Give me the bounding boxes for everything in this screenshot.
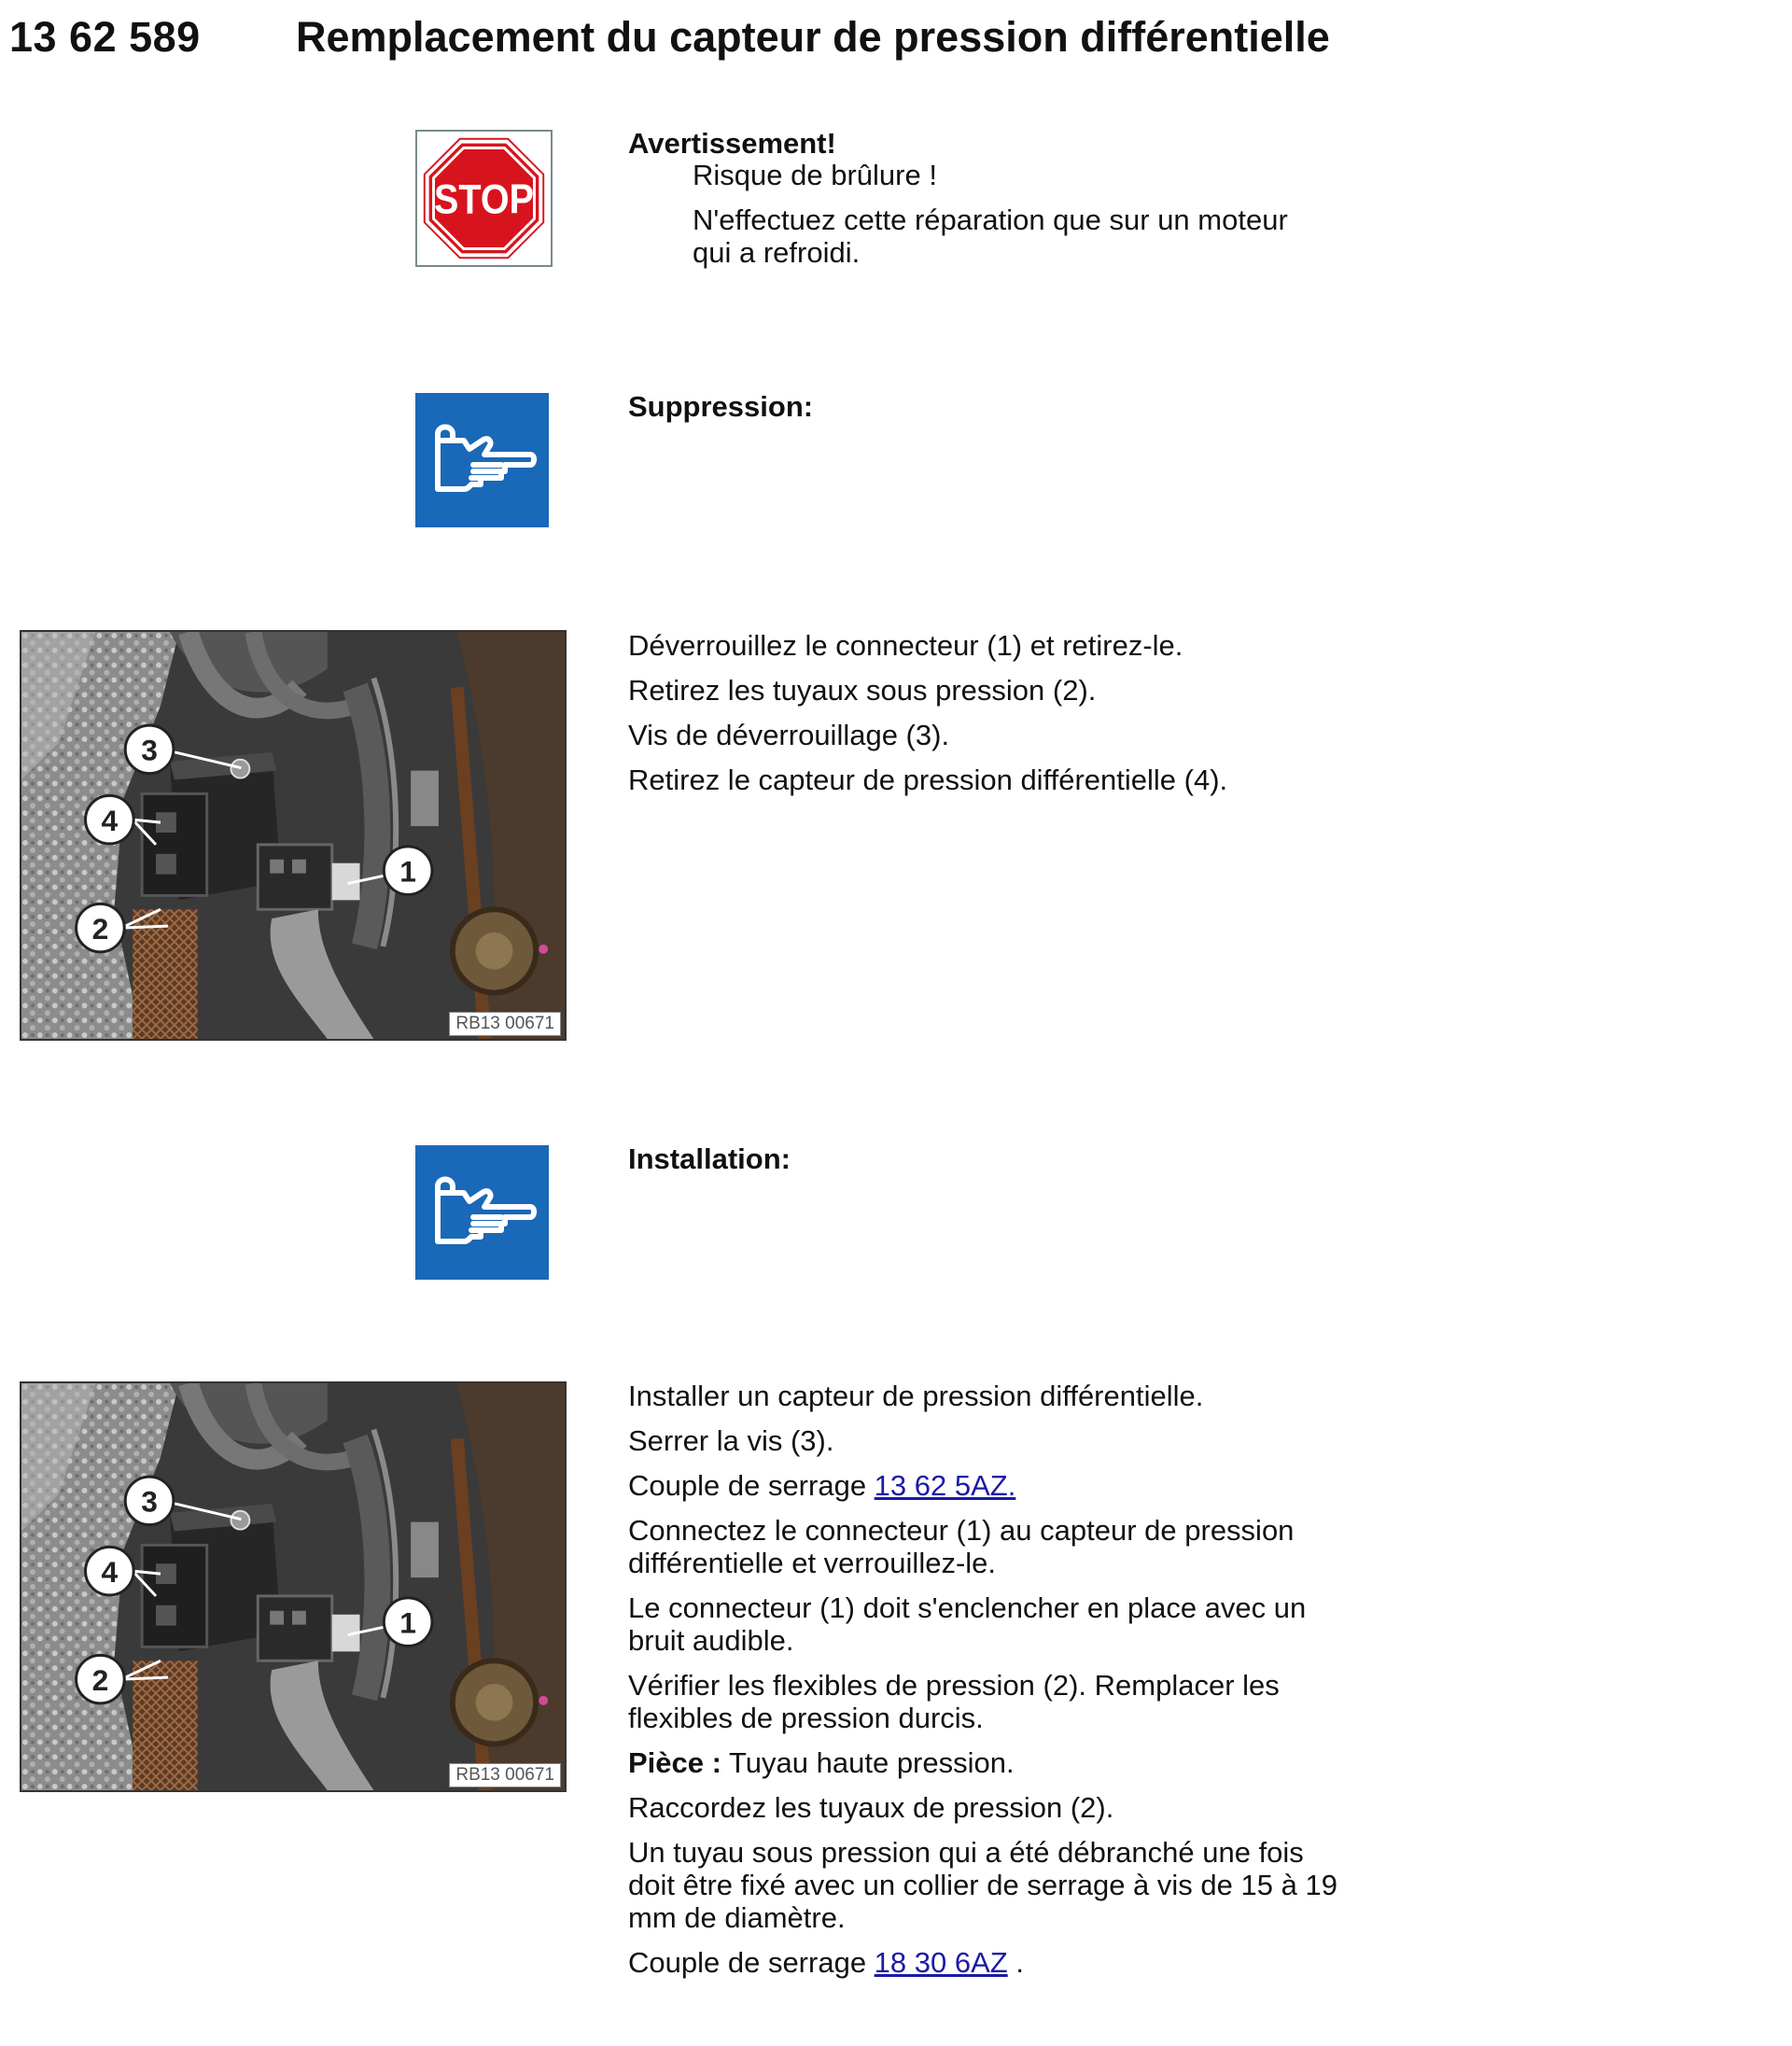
step-text: Connectez le connecteur (1) au capteur de pression différentielle et verrouillez-le. [628,1514,1295,1579]
section-heading-removal: Suppression: [628,390,814,423]
svg-text:2: 2 [91,912,109,946]
step-text: Serrer la vis (3). [628,1424,834,1457]
step-text [628,1746,1337,1779]
image-reference-code: RB13 00671 [449,1763,561,1787]
svg-text:1: 1 [399,1605,416,1640]
svg-text:4: 4 [101,1555,119,1590]
step-text: Retirez les tuyaux sous pression (2). [628,674,1097,707]
part-label: Pièce : [628,1746,721,1779]
svg-text:3: 3 [141,1484,158,1519]
svg-text:1: 1 [399,854,416,889]
step-text-prefix: Couple de serrage [628,1469,875,1502]
step-text: Raccordez les tuyaux de pression (2). [628,1791,1114,1824]
component-photo [20,1381,567,1792]
step-text: Un tuyau sous pression qui a été débranché une fois doit être fixé avec un collier de serrage à vis de 15 à 19 mm de diamètre. [628,1836,1337,1934]
image-reference-code: RB13 00671 [449,1012,561,1036]
step-text-prefix: Couple de serrage [628,1946,875,1979]
torque-spec-link[interactable]: 18 30 6AZ [874,1946,1008,1979]
svg-text:3: 3 [141,733,158,767]
removal-steps [628,629,1337,808]
part-text: Tuyau haute pression. [721,1746,1015,1779]
stop-sign-text: STOP [433,175,535,223]
warning-line: Risque de brûlure ! [693,159,937,191]
step-text-suffix: . [1007,1946,1024,1979]
step-text: Retirez le capteur de pression différentielle (4). [628,764,1228,796]
callout-2 [77,1655,125,1703]
pointing-hand-icon [415,393,549,527]
step-text [628,1946,1337,1979]
component-photo [20,630,567,1041]
callout-3 [125,725,174,774]
pointing-hand-icon [415,1145,549,1280]
installation-steps [628,1380,1337,1991]
step-text: Installer un capteur de pression différentielle. [628,1380,1204,1412]
callout-3 [125,1477,174,1525]
callout-4 [86,1547,134,1595]
document-number: 13 62 589 [9,13,201,61]
step-text: Le connecteur (1) doit s'enclencher en place avec un bruit audible. [628,1591,1307,1657]
step-text: Vis de déverrouillage (3). [628,719,950,751]
callout-4 [86,795,134,844]
svg-text:2: 2 [91,1663,109,1697]
torque-spec-link[interactable]: 13 62 5AZ. [874,1469,1016,1502]
callout-1 [384,847,432,895]
page-title: Remplacement du capteur de pression différentielle [296,13,1330,61]
svg-text:4: 4 [101,804,119,838]
callout-1 [384,1598,432,1647]
section-heading-installation: Installation: [628,1142,791,1175]
step-text: Déverrouillez le connecteur (1) et retirez-le. [628,629,1183,662]
warning-line: N'effectuez cette réparation que sur un moteur qui a refroidi. [693,203,1288,269]
stop-sign-icon [415,130,553,267]
callout-2 [77,904,125,952]
step-text: Vérifier les flexibles de pression (2). Remplacer les flexibles de pression durcis. [628,1669,1280,1734]
warning-heading: Avertissement! [628,127,836,160]
step-text [628,1469,1337,1502]
